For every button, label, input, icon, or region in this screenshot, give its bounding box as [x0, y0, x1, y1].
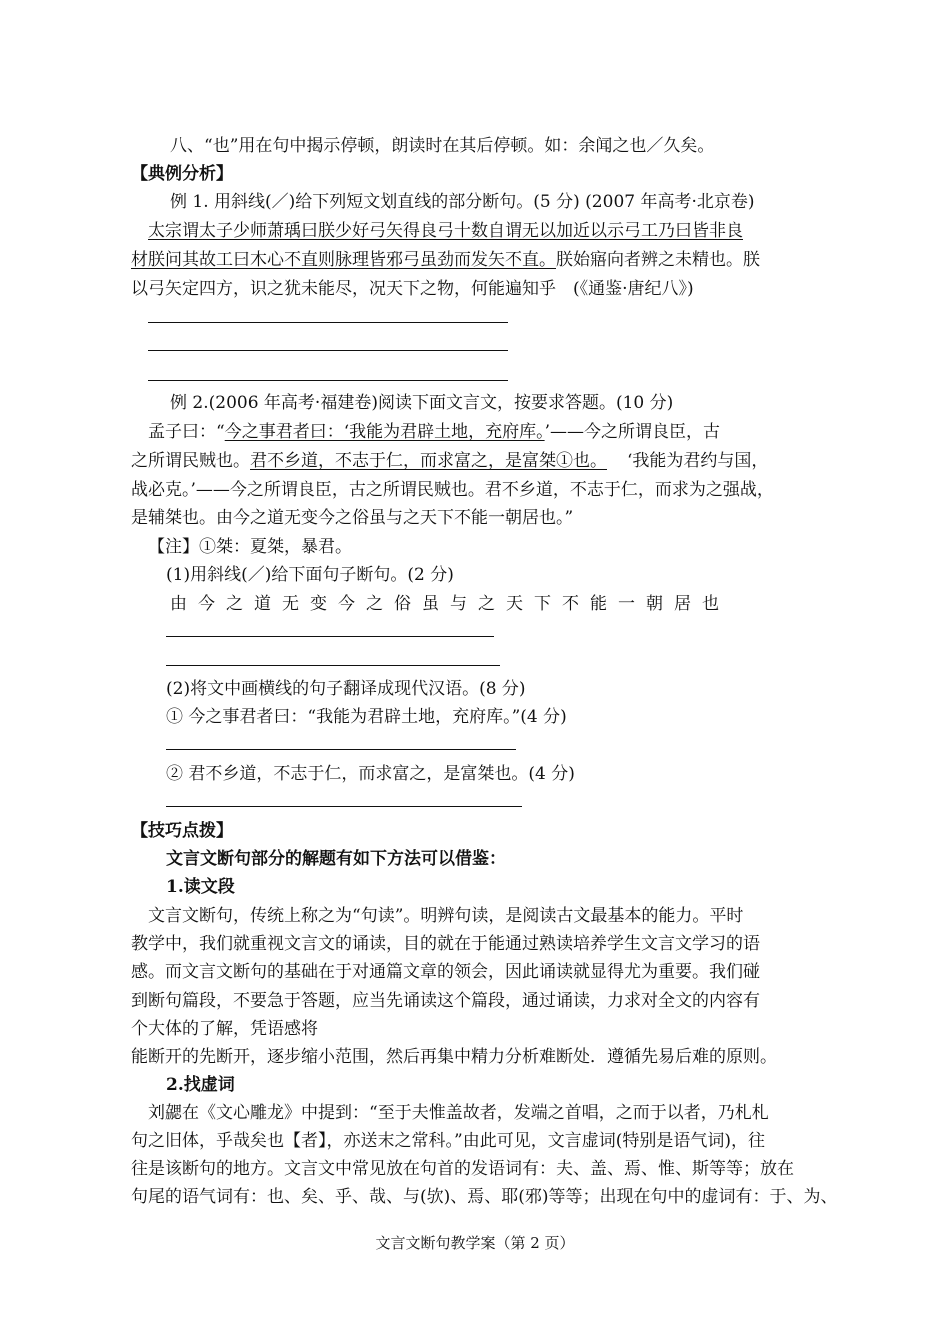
- tip2-paragraph-line: 句尾的语气词有：也、矣、乎、哉、与(欤)、焉、耶(邪)等等；出现在句中的虚词有：于、为、: [131, 1187, 838, 1207]
- tip1-heading: 1.读文段: [166, 877, 235, 897]
- tip2-paragraph-line: 刘勰在《文心雕龙》中提到：“至于夫惟盖故者，发端之首唱，之而于以者，乃札札: [148, 1103, 769, 1123]
- tips-intro: 文言文断句部分的解题有如下方法可以借鉴：: [166, 849, 506, 869]
- example1-question: 例 1. 用斜线(／)给下列短文划直线的部分断句。(5 分) (2007 年高考·北京卷): [170, 192, 755, 212]
- example2-passage-line2: [131, 448, 768, 474]
- tip2-heading: 2.找虚词: [166, 1075, 235, 1095]
- sub-question-2-part-b: ② 君不乡道，不志于仁，而求富之，是富桀也。(4 分): [166, 764, 575, 784]
- example1-passage-line1: 太宗谓太子少师萧瑀曰朕少好弓矢得良弓十数自谓无以加近以示弓工乃曰皆非良: [148, 221, 743, 241]
- example2-note: 【注】①桀：夏桀，暴君。: [148, 537, 352, 557]
- tip1-paragraph-line: 感。而文言文断句的基础在于对通篇文章的领会，因此诵读就显得尤为重要。我们碰: [131, 962, 760, 982]
- answer-line: [148, 322, 508, 323]
- tip2-paragraph-line: 句之旧体，乎哉矣也【者】，亦送末之常科。”由此可见，文言虚词(特别是语气词)，往: [131, 1131, 765, 1151]
- passage-text: ’——今之所谓良臣，古: [544, 422, 721, 442]
- heading-tips: 【技巧点拨】: [131, 821, 233, 841]
- example1-passage-line3: 以弓矢定四方，识之犹未能尽，况天下之物，何能遍知乎 (《通鉴·唐纪八》): [131, 279, 694, 299]
- underlined-sentence-2: 君不乡道，不志于仁，而求富之，是富桀①也。: [250, 451, 607, 471]
- example2-passage-line4: 是辅桀也。由今之道无变今之俗虽与之天下不能一朝居也。”: [131, 508, 574, 528]
- sub-question-2: (2)将文中画横线的句子翻译成现代汉语。(8 分): [166, 679, 526, 699]
- sentence-to-punctuate: 由今之道无变今之俗虽与之天下不能一朝居也: [170, 594, 730, 614]
- answer-line: [148, 380, 508, 381]
- example1-underlined-text: 材朕问其故工曰木心不直则脉理皆邪弓虽劲而发矢不直。: [131, 250, 556, 270]
- example1-plain-text: 朕始寤向者辨之未精也。朕: [556, 250, 760, 270]
- answer-line: [148, 350, 508, 351]
- heading-example-analysis: 【典例分析】: [131, 164, 233, 184]
- tip2-paragraph-line: 往是该断句的地方。文言文中常见放在句首的发语词有：夫、盖、焉、惟、斯等等；放在: [131, 1159, 794, 1179]
- example1-passage-line2: [131, 247, 760, 273]
- tip1-paragraph-line: 到断句篇段，不要急于答题，应当先诵读这个篇段，通过诵读，力求对全文的内容有: [131, 991, 760, 1011]
- answer-line: [166, 749, 516, 750]
- answer-line: [166, 806, 522, 807]
- underlined-sentence-1: 今之事君者曰：‘我能为君辟土地，充府库。: [224, 422, 545, 442]
- answer-line: [166, 636, 494, 637]
- answer-line: [166, 665, 500, 666]
- tip1-paragraph-line: 能断开的先断开，逐步缩小范围，然后再集中精力分析难断处．遵循先易后难的原则。: [131, 1047, 777, 1067]
- passage-text: 之所谓民贼也。: [131, 451, 250, 471]
- sub-question-2-part-a: ① 今之事君者曰：“我能为君辟土地，充府库。”(4 分): [166, 707, 567, 727]
- tip1-paragraph-line: 个大体的了解，凭语感将: [131, 1019, 318, 1039]
- page-footer: 文言文断句教学案（第 2 页）: [375, 1234, 575, 1252]
- paragraph-eight: 八、“也”用在句中揭示停顿，朗读时在其后停顿。如：余闻之也／久矣。: [170, 136, 715, 156]
- sub-question-1: (1)用斜线(／)给下面句子断句。(2 分): [166, 565, 454, 585]
- example2-passage-line3: 战必克。’——今之所谓良臣，古之所谓民贼也。君不乡道，不志于仁，而求为之强战，: [131, 480, 774, 500]
- tip1-paragraph-line: 教学中，我们就重视文言文的诵读，目的就在于能通过熟读培养学生文言文学习的语: [131, 934, 760, 954]
- tip1-paragraph-line: 文言文断句，传统上称之为“句读”。明辨句读，是阅读古文最基本的能力。平时: [148, 906, 744, 926]
- passage-text: ‘我能为君约与国，: [627, 451, 769, 471]
- example2-question: 例 2.(2006 年高考·福建卷)阅读下面文言文，按要求答题。(10 分): [170, 393, 674, 413]
- example2-passage-line1: [148, 419, 720, 445]
- passage-text: 孟子曰：“: [148, 422, 225, 442]
